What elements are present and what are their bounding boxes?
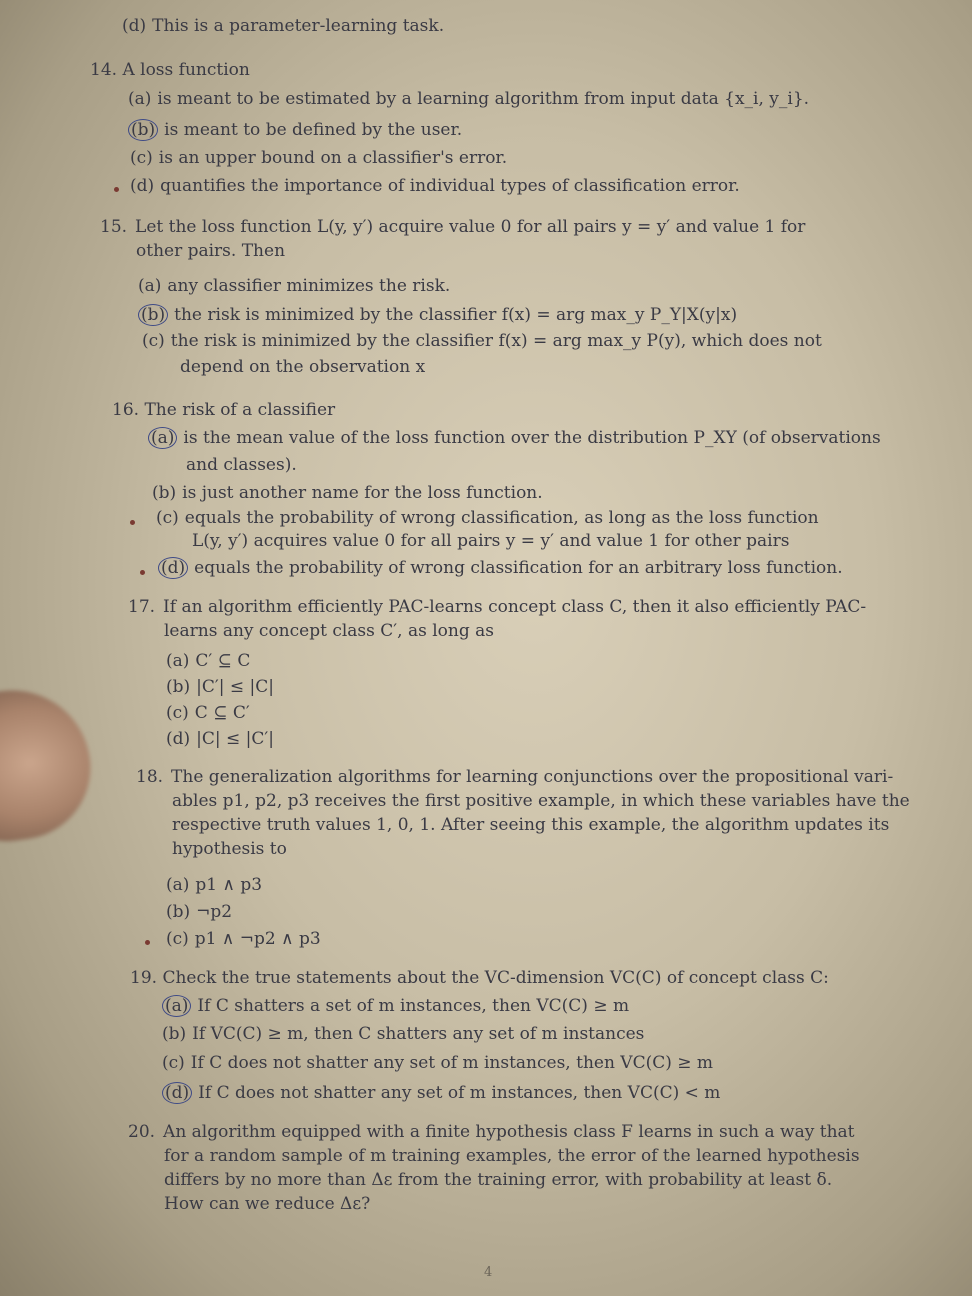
q15-stem: 15. Let the loss function L(y, y′) acquire value 0 for all pairs y = y′ and value 1 for other pairs. Then	[100, 217, 806, 261]
q17-option-c: (c) C ⊆ C′	[166, 703, 250, 723]
pen-mark	[145, 940, 150, 945]
q19-option-d: (d) If C does not shatter any set of m instances, then VC(C) < m	[162, 1082, 720, 1104]
pen-mark	[130, 520, 135, 525]
q15-option-a: (a) any classifier minimizes the risk.	[138, 276, 451, 296]
q16-option-a: (a) is the mean value of the loss function over the distribution P_XY (of observations	[148, 427, 881, 449]
q14-option-d: (d) quantifies the importance of individual types of classification error.	[130, 176, 740, 196]
q15-option-c: (c) the risk is minimized by the classifier f(x) = arg max_y P(y), which does not	[142, 331, 822, 351]
q16-stem: 16. The risk of a classifier	[112, 400, 336, 420]
q17-option-a: (a) C′ ⊆ C	[166, 651, 251, 671]
q18-stem: 18. The generalization algorithms for learning conjunctions over the propositional vari- ables p1, p2, p3 receives the first positive example, in which these variables have the respective truth values 1, 0, 1. After seeing this example, the algorithm updates its hypothesis to	[136, 767, 910, 859]
thumb-image	[0, 680, 100, 849]
q15-option-b: (b) the risk is minimized by the classifier f(x) = arg max_y P_Y|X(y|x)	[138, 304, 737, 326]
q16-option-b: (b) is just another name for the loss function.	[152, 483, 543, 503]
q14-option-a: (a) is meant to be estimated by a learning algorithm from input data {x_i, y_i}.	[128, 89, 810, 109]
q16-option-a-cont: and classes).	[186, 455, 297, 475]
q17-stem: 17. If an algorithm efficiently PAC-learns concept class C, then it also efficiently PAC- learns any concept class C′, as long as	[128, 597, 867, 641]
q18-option-c: (c) p1 ∧ ¬p2 ∧ p3	[166, 929, 321, 949]
q16-option-c-cont: L(y, y′) acquires value 0 for all pairs y = y′ and value 1 for other pairs	[192, 531, 790, 551]
q17-option-b: (b) |C′| ≤ |C|	[166, 677, 274, 697]
q19-stem: 19. Check the true statements about the VC-dimension VC(C) of concept class C:	[130, 968, 829, 988]
q18-option-b: (b) ¬p2	[166, 902, 233, 922]
q16-option-d: (d) equals the probability of wrong classification for an arbitrary loss function.	[158, 557, 843, 579]
q13-option-d: (d) This is a parameter-learning task.	[122, 16, 445, 36]
q18-option-a: (a) p1 ∧ p3	[166, 875, 263, 895]
q14-stem: 14. A loss function	[90, 60, 250, 80]
pen-mark	[114, 187, 119, 192]
page-number: 4	[484, 1265, 493, 1280]
q17-option-d: (d) |C| ≤ |C′|	[166, 729, 274, 749]
q19-option-c: (c) If C does not shatter any set of m instances, then VC(C) ≥ m	[162, 1053, 714, 1073]
q20-stem: 20. An algorithm equipped with a finite hypothesis class F learns in such a way that for a random sample of m training examples, the error of the learned hypothesis differs by no more than Δε from the training error, with probability at least δ. How can we reduce Δε?	[128, 1122, 860, 1214]
q19-option-a: (a) If C shatters a set of m instances, then VC(C) ≥ m	[162, 995, 629, 1017]
q14-option-b: (b) is meant to be defined by the user.	[128, 119, 462, 141]
q19-option-b: (b) If VC(C) ≥ m, then C shatters any set of m instances	[162, 1024, 645, 1044]
q15-option-c-cont: depend on the observation x	[180, 357, 426, 377]
q14-option-c: (c) is an upper bound on a classifier's error.	[130, 148, 508, 168]
q16-option-c: (c) equals the probability of wrong classification, as long as the loss function	[156, 508, 819, 528]
pen-mark	[140, 570, 145, 575]
